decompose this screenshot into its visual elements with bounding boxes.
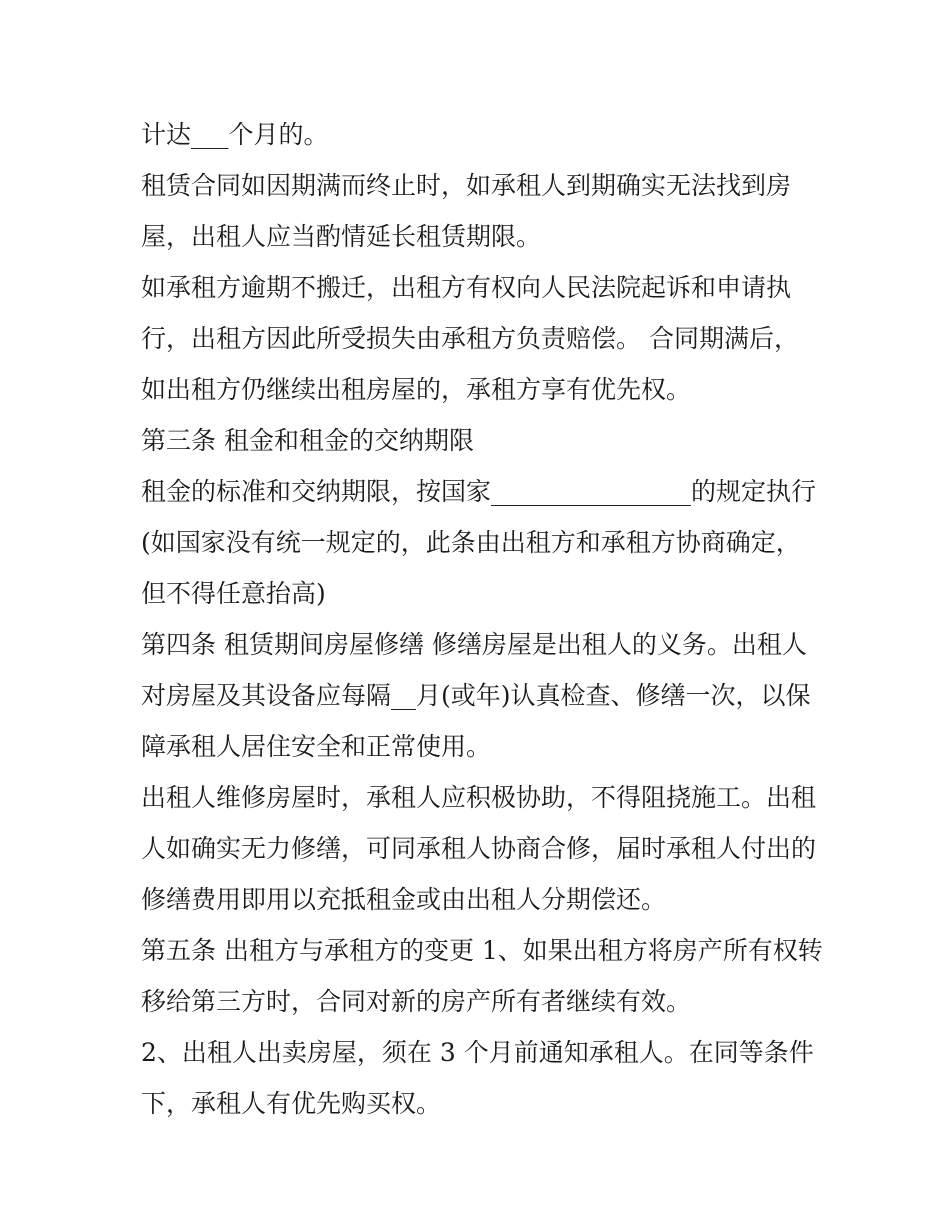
text-line: 租赁合同如因期满而终止时，如承租人到期确实无法找到房 [141, 171, 792, 200]
section-heading-5: 第五条 出租方与承租方的变更 1、如果出租方将房产所有权转 [141, 936, 823, 965]
text-line: 行，出租方因此所受损失由承租方负责赔偿。 合同期满后， [141, 324, 799, 353]
text-line: 移给第三方时，合同对新的房产所有者继续有效。 [141, 987, 692, 1016]
text-line: 如出租方仍继续出租房屋的，承租方享有优先权。 [141, 375, 692, 404]
text-line: 但不得任意抬高) [141, 579, 326, 608]
text-line: 对房屋及其设备应每隔__月(或年)认真检查、修缮一次，以保 [141, 681, 811, 710]
text-line: 计达___个月的。 [141, 120, 329, 149]
text-line: 2、出租人出卖房屋，须在 3 个月前通知承租人。在同等条件 [141, 1038, 814, 1067]
text-line: (如国家没有统一规定的，此条由出租方和承租方协商确定， [141, 528, 801, 557]
document-body [141, 109, 821, 1129]
text-line: 出租人维修房屋时，承租人应积极协助，不得阻挠施工。出租 [141, 783, 817, 812]
text-line: 屋，出租人应当酌情延长租赁期限。 [141, 222, 542, 251]
text-line: 障承租人居住安全和正常使用。 [141, 732, 492, 761]
text-line: 下，承租人有优先购买权。 [141, 1089, 442, 1118]
text-line: 租金的标准和交纳期限，按国家________________的规定执行 [141, 477, 817, 506]
text-line: 如承租方逾期不搬迁，出租方有权向人民法院起诉和申请执 [141, 273, 792, 302]
section-heading-4: 第四条 租赁期间房屋修缮 修缮房屋是出租人的义务。出租人 [141, 630, 807, 659]
text-line: 修缮费用即用以充抵租金或由出租人分期偿还。 [141, 885, 667, 914]
text-line: 人如确实无力修缮，可同承租人协商合修，届时承租人付出的 [141, 834, 817, 863]
section-heading-3: 第三条 租金和租金的交纳期限 [141, 426, 474, 455]
